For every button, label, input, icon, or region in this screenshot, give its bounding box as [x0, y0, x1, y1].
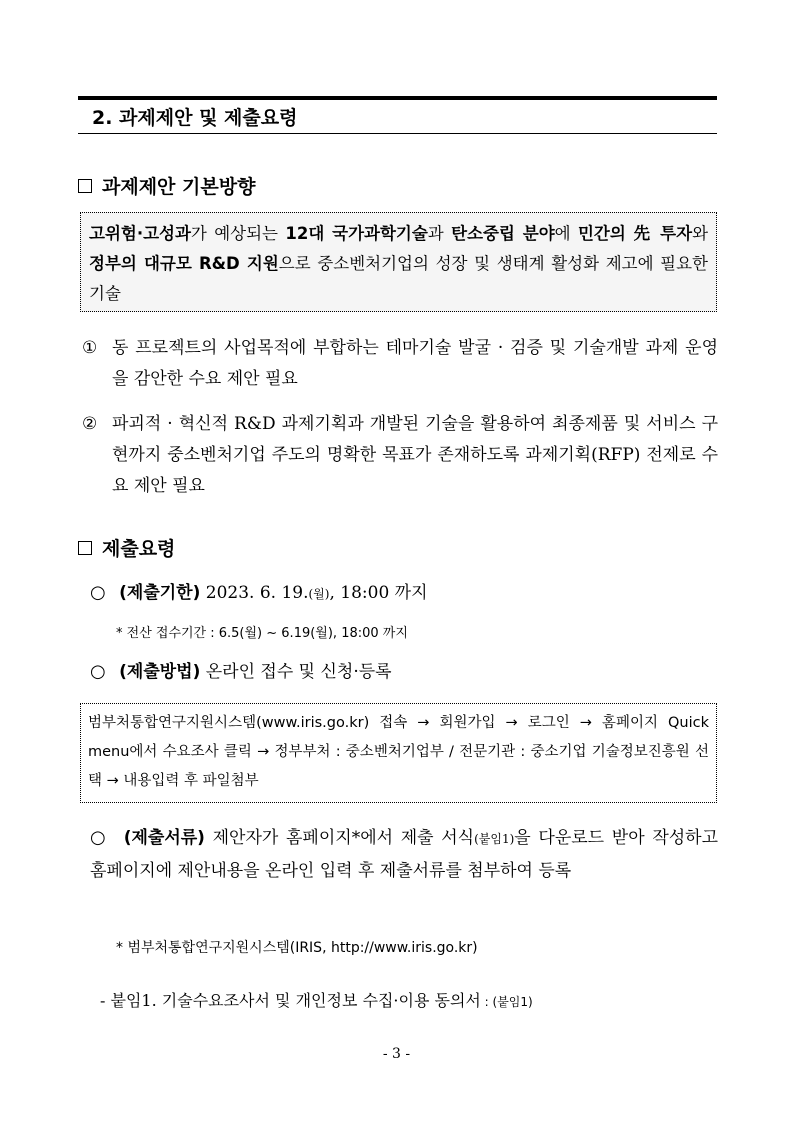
docs-note: * 범부처통합연구지원시스템(IRIS, http://www.iris.go.kr)	[116, 940, 478, 956]
basic-summary-box	[80, 212, 717, 312]
box-bold-7: 민간의 先 투자	[577, 224, 693, 243]
circle-bullet-icon: ○	[90, 661, 106, 682]
item-number: ②	[82, 414, 98, 434]
box-text-10: 으로 중소벤처기업의 성장 및 생태계 활성화 제고에 필요한 기술	[89, 254, 708, 303]
deadline-weekday: (월)	[308, 587, 330, 601]
attachment-text: - 붙임1. 기술수요조사서 및 개인정보 수집·이용 동의서	[100, 991, 481, 1010]
method-line	[90, 657, 392, 682]
basic-item-2	[82, 409, 718, 502]
box-text-8: 와	[692, 224, 709, 243]
deadline-time: , 18:00 까지	[329, 583, 428, 603]
item-text: 파괴적 · 혁신적 R&D 과제기획과 개발된 기술을 활용하여 최종제품 및 서비스 구현까지 중소벤처기업 주도의 명확한 목표가 존재하도록 과제기획(RFP) 전제로 수요 제안 필요	[112, 414, 718, 496]
box-text-6: 에	[554, 224, 578, 243]
submit-heading	[78, 534, 175, 561]
docs-text-2: 을 다운로드 받아 작성하고 홈페이지에 제안내용을 온라인 입력 후 제출서류를 첨부하여 등록	[90, 828, 719, 881]
circle-bullet-icon: ○	[90, 827, 108, 848]
method-steps-box: 범부처통합연구지원시스템(www.iris.go.kr) 접속 → 회원가입 → 로그인 → 홈페이지 Quick menu에서 수요조사 클릭 → 정부부처 : 중소벤처기업부 / 전문기관 : 중소기업 기술정보진흥원 선택 → 내용입력 후 파일첨부	[80, 703, 717, 803]
section-title-top-rule	[78, 97, 717, 100]
section-title-bar	[78, 96, 717, 134]
box-bold-9: 정부의 대규모 R&D 지원	[89, 254, 279, 273]
docs-label: (제출서류)	[123, 828, 205, 848]
method-label: (제출방법)	[119, 662, 201, 682]
page-number: - 3 -	[382, 1046, 411, 1062]
basic-heading-text: 과제제안 기본방향	[102, 176, 256, 198]
method-value: 온라인 접수 및 신청·등록	[200, 662, 392, 682]
circle-bullet-icon: ○	[90, 582, 106, 603]
basic-heading	[78, 172, 255, 199]
section-title: 2. 과제제안 및 제출요령	[92, 107, 298, 129]
deadline-date: 2023. 6. 19.	[200, 583, 309, 603]
deadline-note: * 전산 접수기간 : 6.5(월) ~ 6.19(월), 18:00 까지	[116, 626, 408, 641]
box-bold-5: 탄소중립 분야	[451, 224, 555, 243]
docs-attachment-ref: (붙임1)	[474, 832, 515, 846]
square-bullet-icon	[78, 541, 92, 555]
deadline-label: (제출기한)	[119, 583, 201, 603]
docs-text-1: 제안자가 홈페이지*에서 제출 서식	[204, 828, 475, 848]
box-text-2: 가 예상되는	[190, 224, 286, 243]
attachment-ref: : (붙임1)	[480, 995, 533, 1009]
box-text-4: 과	[427, 224, 452, 243]
square-bullet-icon	[78, 179, 92, 193]
box-bold-1: 고위험·고성과	[89, 224, 191, 243]
item-number: ①	[82, 338, 98, 358]
item-text: 동 프로젝트의 사업목적에 부합하는 테마기술 발굴 · 검증 및 기술개발 과제 운영을 감안한 수요 제안 필요	[112, 338, 718, 389]
submit-heading-text: 제출요령	[102, 538, 176, 560]
attachment-line	[100, 988, 533, 1011]
docs-paragraph	[90, 822, 718, 887]
box-bold-3: 12대 국가과학기술	[285, 224, 428, 243]
basic-item-1	[82, 333, 718, 395]
deadline-line	[90, 578, 428, 603]
